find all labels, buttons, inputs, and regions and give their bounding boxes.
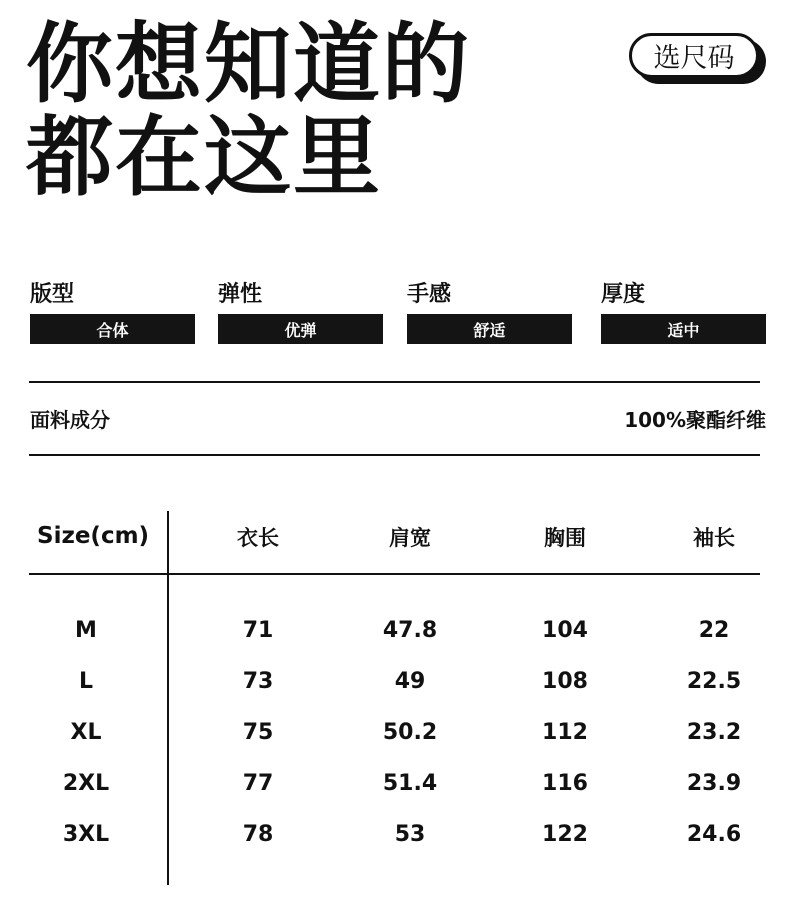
- table-cell-chest: 104: [542, 618, 588, 643]
- table-cell-chest: 112: [542, 720, 588, 745]
- table-header-chest: 胸围: [544, 526, 586, 550]
- table-cell-shoulder: 50.2: [382, 720, 438, 745]
- attribute-value: 适中: [601, 314, 766, 344]
- table-cell-chest: 108: [542, 669, 588, 694]
- table-header-divider: [29, 573, 760, 575]
- table-header-shoulder: 肩宽: [389, 526, 431, 550]
- attribute-value: 优弹: [218, 314, 383, 344]
- table-cell-size: L: [78, 669, 94, 694]
- attribute-label: 手感: [407, 282, 452, 307]
- table-cell-length: 78: [242, 822, 274, 847]
- table-cell-sleeve: 22: [698, 618, 730, 643]
- table-cell-sleeve: 24.6: [686, 822, 742, 847]
- attribute-value: 舒适: [407, 314, 572, 344]
- choose-size-badge: 选尺码: [629, 33, 759, 78]
- table-cell-length: 71: [242, 618, 274, 643]
- attribute-value: 合体: [30, 314, 195, 344]
- table-cell-shoulder: 51.4: [382, 771, 438, 796]
- table-header-size: Size(cm): [37, 523, 150, 549]
- table-cell-length: 73: [242, 669, 274, 694]
- page-title: [26, 13, 471, 208]
- table-cell-sleeve: 23.2: [686, 720, 742, 745]
- attribute-label: 厚度: [601, 282, 646, 307]
- attribute-label: 弹性: [218, 282, 263, 307]
- table-cell-length: 77: [242, 771, 274, 796]
- fabric-value: 100%聚酯纤维: [624, 408, 766, 432]
- table-cell-chest: 116: [542, 771, 588, 796]
- attribute-elasticity: [218, 280, 383, 344]
- table-cell-size: XL: [70, 720, 102, 745]
- table-header-sleeve: 袖长: [693, 526, 735, 550]
- table-cell-chest: 122: [542, 822, 588, 847]
- title-line-1: 你想知道的: [26, 13, 471, 115]
- table-header-length: 衣长: [237, 526, 279, 550]
- divider-bottom: [29, 454, 760, 456]
- attribute-thickness: [601, 280, 766, 344]
- table-cell-length: 75: [242, 720, 274, 745]
- table-cell-shoulder: 49: [394, 669, 426, 694]
- table-cell-size: M: [75, 618, 97, 643]
- attribute-feel: [407, 280, 572, 344]
- divider-top: [29, 381, 760, 383]
- fabric-label: 面料成分: [30, 408, 110, 432]
- title-line-2: 都在这里: [26, 106, 382, 208]
- table-cell-size: 2XL: [62, 771, 110, 796]
- table-column-divider: [167, 511, 169, 885]
- table-cell-shoulder: 53: [394, 822, 426, 847]
- table-cell-shoulder: 47.8: [382, 618, 438, 643]
- attribute-label: 版型: [30, 282, 75, 307]
- table-cell-sleeve: 22.5: [686, 669, 742, 694]
- attribute-fit: [30, 280, 195, 344]
- table-cell-sleeve: 23.9: [686, 771, 742, 796]
- table-cell-size: 3XL: [62, 822, 110, 847]
